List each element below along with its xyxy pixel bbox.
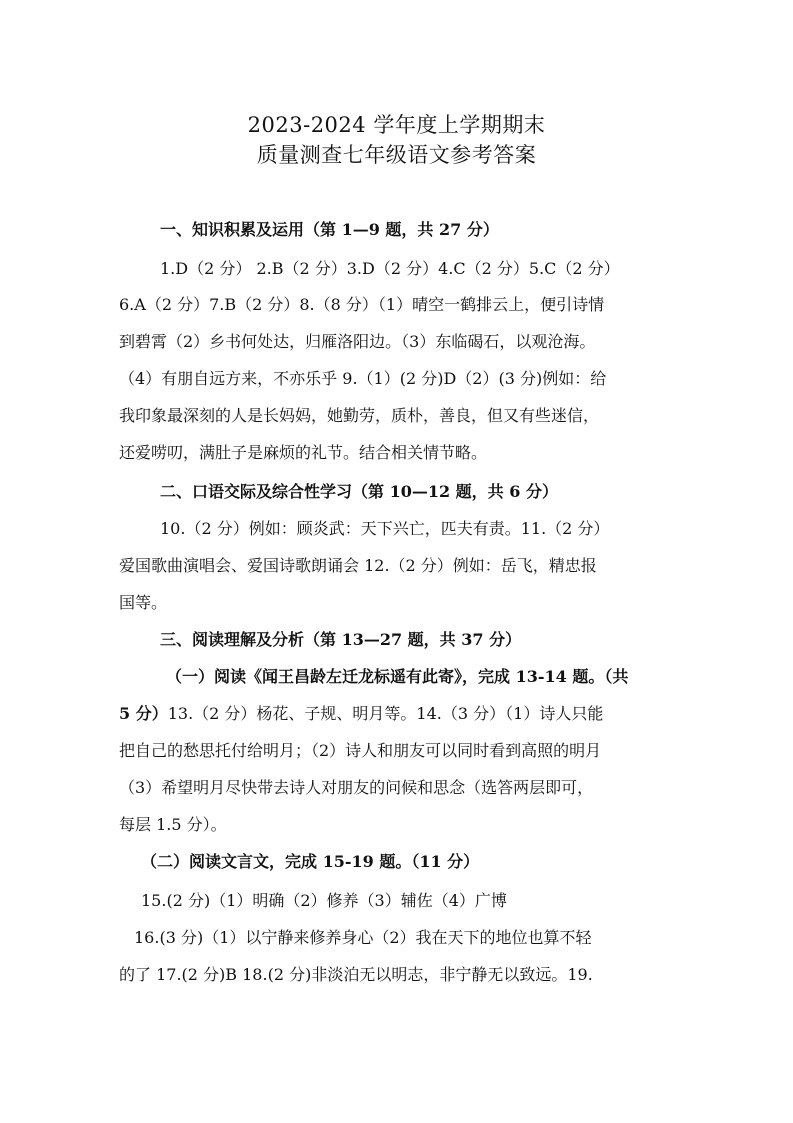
answer-line: 爱国歌曲演唱会、爱国诗歌朗诵会 12.（2 分）例如：岳飞，精忠报 bbox=[119, 556, 597, 575]
answer-line: 10.（2 分）例如：顾炎武：天下兴亡，匹夫有责。11.（2 分） bbox=[160, 519, 610, 538]
answer-line: 把自己的愁思托付给明月；（2）诗人和朋友可以同时看到高照的明月 bbox=[119, 741, 602, 760]
answer-line: 1.D（2 分） 2.B（2 分）3.D（2 分）4.C（2 分）5.C（2 分） bbox=[160, 259, 620, 278]
section-heading-3: 三、阅读理解及分析（第 13—27 题，共 37 分） bbox=[160, 630, 522, 649]
document-title-line1: 2023-2024 学年度上学期期末 bbox=[247, 113, 546, 137]
answer-line: 每层 1.5 分）。 bbox=[119, 815, 227, 834]
section-heading-1: 一、知识积累及运用（第 1—9 题，共 27 分） bbox=[160, 220, 499, 239]
answer-line: 16.(3 分)（1）以宁静来修养身心（2）我在天下的地位也算不轻 bbox=[134, 928, 592, 947]
answer-line: 的了 17.(2 分)B 18.(2 分)非淡泊无以明志，非宁静无以致远。19. bbox=[119, 965, 593, 984]
answer-line: （4）有朋自远方来，不亦乐乎 9.（1）(2 分)D（2）(3 分)例如：给 bbox=[119, 369, 607, 388]
answer-line: 国等。 bbox=[119, 593, 168, 612]
answer-line: （3）希望明月尽快带去诗人对朋友的问候和思念（选答两层即可， bbox=[119, 778, 594, 797]
section-heading-2: 二、口语交际及综合性学习（第 10—12 题，共 6 分） bbox=[160, 482, 558, 501]
answer-line: 到碧霄（2）乡书何处达，归雁洛阳边。（3）东临碣石，以观沧海。 bbox=[119, 332, 596, 351]
document-title-line2: 质量测查七年级语文参考答案 bbox=[256, 143, 537, 167]
subsection-heading-2: （二）阅读文言文，完成 15-19 题。（11 分） bbox=[141, 852, 480, 871]
answer-line bbox=[119, 703, 679, 725]
subsection-heading-1: （一）阅读《闻王昌龄左迁龙标遥有此寄》，完成 13-14 题。（共 bbox=[166, 667, 629, 686]
answer-text: 13.（2 分）杨花、子规、明月等。14.（3 分）（1）诗人只能 bbox=[167, 704, 604, 723]
answer-line: 15.(2 分)（1）明确（2）修养（3）辅佐（4）广博 bbox=[141, 891, 507, 910]
answer-line: 还爱唠叨，满肚子是麻烦的礼节。结合相关情节略。 bbox=[119, 443, 488, 462]
answer-line: 我印象最深刻的人是长妈妈，她勤劳，质朴，善良，但又有些迷信， bbox=[119, 406, 600, 425]
answer-line: 6.A（2 分）7.B（2 分）8.（8 分）（1）晴空一鹤排云上，便引诗情 bbox=[119, 295, 605, 314]
subsection-heading-1-tail: 5 分） bbox=[119, 704, 168, 723]
